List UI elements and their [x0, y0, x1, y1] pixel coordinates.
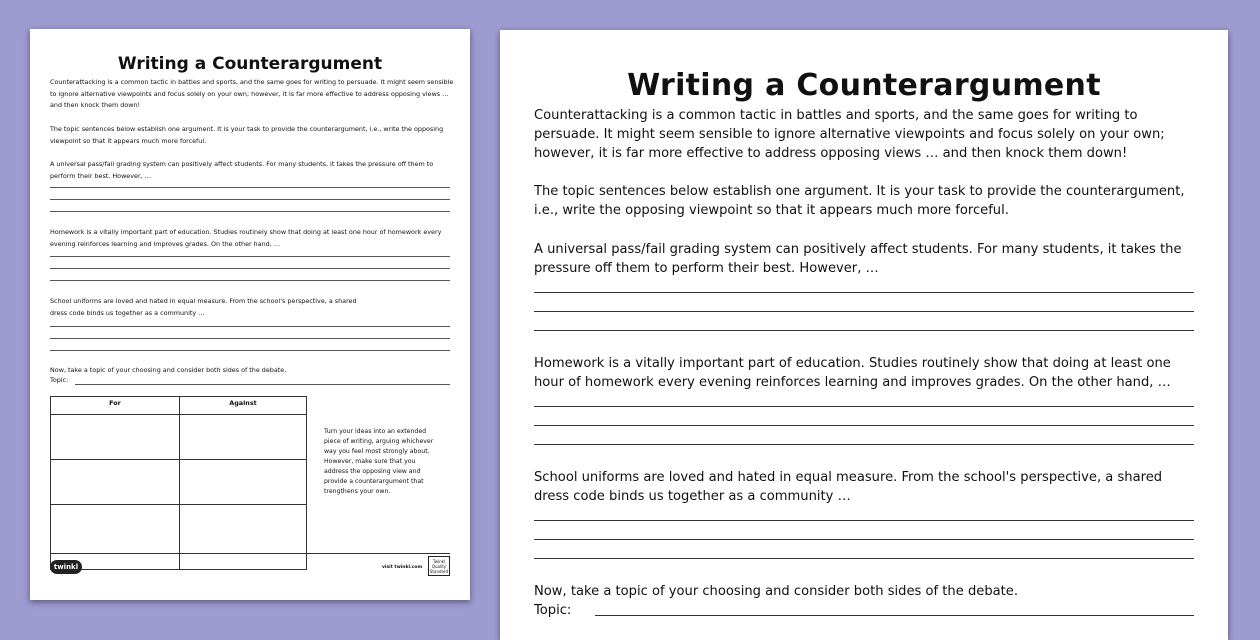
topic-label: Topic:: [50, 376, 69, 384]
answer-line: [50, 326, 450, 327]
worksheet-zoomed[interactable]: [500, 30, 1228, 640]
choose-topic-text: Now, take a topic of your choosing and consider both sides of the debate.: [50, 366, 287, 374]
answer-line: [50, 280, 450, 281]
prompt-3-large: [534, 468, 1199, 506]
answer-line: [50, 350, 450, 351]
answer-line: [534, 520, 1194, 521]
answer-line: [50, 268, 450, 269]
answer-line: [50, 211, 450, 212]
answer-line: [534, 539, 1194, 540]
answer-line: [50, 256, 450, 257]
intro-paragraph: Counterattacking is a common tactic in battles and sports, and the same goes for writing to persuade. It might seem sensible to ignore alternative viewpoints and focus solely on your own; however, it is far more effective to address opposing views … and then knock them down!: [50, 78, 454, 109]
prompt-3-line-2: dress code binds us together as a community …: [50, 308, 205, 317]
answer-line: [534, 425, 1194, 426]
prompt-2: Homework is a vitally important part of education. Studies routinely show that doing at least one hour of homework every evening reinforces learning and improves grades. On the other hand, …: [50, 228, 442, 248]
answer-line: [534, 292, 1194, 293]
worksheet-thumbnail[interactable]: [30, 29, 470, 600]
prompt-3-line-1: School uniforms are loved and hated in equal measure. From the school's perspective, a shared: [534, 470, 1163, 485]
instructions-paragraph: The topic sentences below establish one argument. It is your task to provide the counterargument, i.e., write the opposing viewpoint so that it appears much more forceful.: [50, 125, 444, 145]
topic-answer-line[interactable]: [595, 615, 1194, 616]
prompt-1: A universal pass/fail grading system can positively affect students. For many students, it takes the pressure off them to perform their best. However, …: [50, 160, 434, 180]
side-instructions: Turn your ideas into an extended piece of writing, arguing whichever way you feel most strongly about. However, make sure that you address the opposing view and provide a counterargument that trengthens your own.: [324, 428, 434, 495]
table-header-against: Against: [229, 399, 257, 407]
prompt-3: [50, 296, 380, 319]
for-against-table: [50, 396, 307, 570]
answer-line: [534, 311, 1194, 312]
table-divider: [179, 397, 180, 569]
table-header-for: For: [109, 399, 121, 407]
answer-line: [50, 338, 450, 339]
prompt-3-line-2: dress code binds us together as a community …: [534, 489, 851, 504]
instructions-paragraph-large: The topic sentences below establish one argument. It is your task to provide the counterargument, i.e., write the opposing viewpoint so that it appears much more forceful.: [534, 184, 1185, 218]
prompt-3-line-1: School uniforms are loved and hated in equal measure. From the school's perspective, a shared: [50, 297, 357, 305]
topic-answer-line: [75, 384, 450, 385]
footer-url: visit twinkl.com: [382, 565, 423, 570]
quality-badge-icon: Twinkl Quality Standard: [428, 556, 450, 576]
table-divider: [51, 459, 306, 460]
answer-line: [50, 199, 450, 200]
twinkl-logo: twinkl: [50, 560, 82, 574]
topic-label-large: Topic:: [534, 603, 572, 618]
page-title: Writing a Counterargument: [117, 54, 383, 74]
page-title-large: Writing a Counterargument: [627, 68, 1101, 103]
prompt-1-large: A universal pass/fail grading system can positively affect students. For many students, it takes the pressure off them to perform their best. However, …: [534, 242, 1182, 276]
prompt-2-large: Homework is a vitally important part of education. Studies routinely show that doing at least one hour of homework every evening reinforces learning and improves grades. On the other hand, …: [534, 356, 1171, 390]
answer-line: [534, 330, 1194, 331]
table-divider: [51, 504, 306, 505]
choose-topic-text-large: Now, take a topic of your choosing and consider both sides of the debate.: [534, 584, 1019, 599]
intro-paragraph-large: Counterattacking is a common tactic in battles and sports, and the same goes for writing to persuade. It might seem sensible to ignore alternative viewpoints and focus solely on your own; however, it is far more effective to address opposing views … and then knock them down!: [534, 108, 1165, 161]
answer-line: [534, 444, 1194, 445]
answer-line: [534, 406, 1194, 407]
table-divider: [51, 414, 306, 415]
answer-line: [50, 187, 450, 188]
footer-divider: [50, 553, 450, 554]
answer-line: [534, 558, 1194, 559]
